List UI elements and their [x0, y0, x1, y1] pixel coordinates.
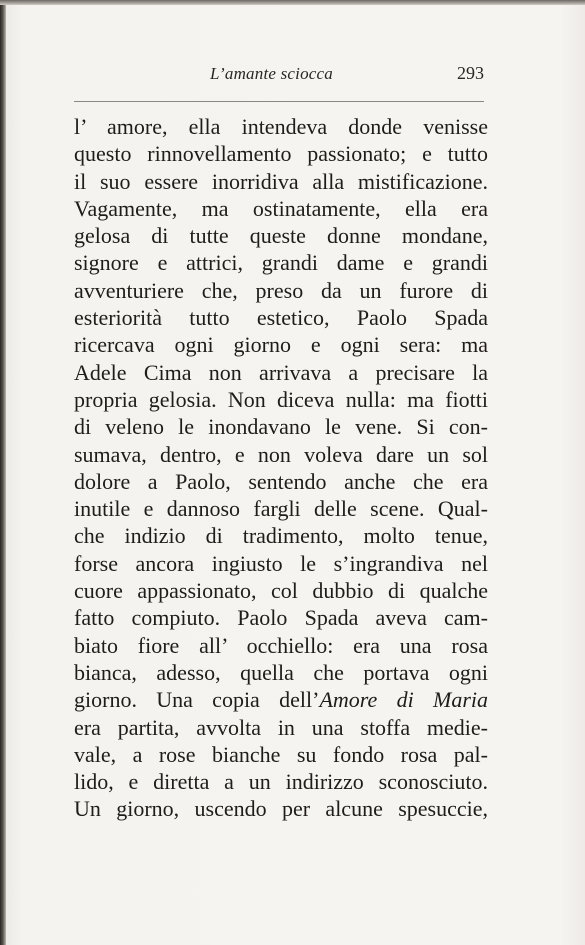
- text-line: dolore a Paolo, sentendo anche che era: [74, 468, 488, 494]
- text-line: gelosa di tutte queste donne mondane,: [74, 223, 488, 249]
- text-line: di veleno le inondavano le vene. Si con-: [74, 414, 488, 440]
- page-number: 293: [457, 63, 484, 83]
- text-line: il suo essere inorridiva alla mistificazione.: [74, 168, 488, 194]
- text-line: avventuriere che, preso da un furore di: [74, 277, 488, 303]
- text-line: forse ancora ingiusto le s’ingrandiva nel: [74, 550, 488, 576]
- text-line-with-title: [74, 686, 488, 713]
- text-line: sumava, dentro, e non voleva dare un sol: [74, 441, 488, 467]
- text-line: biato fiore all’ occhiello: era una rosa: [74, 632, 488, 658]
- text-line: bianca, adesso, quella che portava ogni: [74, 659, 488, 685]
- text-line: l’ amore, ella intendeva donde venisse: [74, 114, 488, 139]
- header-rule: [74, 101, 484, 102]
- text-line: fatto compiuto. Paolo Spada aveva cam-: [74, 605, 488, 631]
- text-line: cuore appassionato, col dubbio di qualche: [74, 578, 488, 604]
- text-line: che indizio di tradimento, molto tenue,: [74, 523, 488, 549]
- text-line: questo rinnovellamento passionato; e tutto: [74, 141, 488, 167]
- text-line: vale, a rose bianche su fondo rosa pal-: [74, 741, 488, 767]
- body-text: [74, 113, 488, 823]
- binding-edge: [0, 0, 6, 945]
- text-line: Adele Cima non arrivava a precisare la: [74, 359, 488, 385]
- text-line: propria gelosia. Non diceva nulla: ma fiotti: [74, 386, 488, 412]
- running-title: L’amante sciocca: [210, 64, 333, 83]
- text-line: ricercava ogni giorno e ogni sera: ma: [74, 332, 488, 358]
- text-line: esteriorità tutto estetico, Paolo Spada: [74, 305, 488, 331]
- text-line: inutile e dannoso fargli delle scene. Qual-: [74, 496, 488, 522]
- text-line: Un giorno, uscendo per alcune spesuccie,: [74, 796, 488, 822]
- text-line: Vagamente, ma ostinatamente, ella era: [74, 195, 488, 221]
- page-top-edge: [0, 0, 585, 5]
- text-line: signore e attrici, grandi dame e grandi: [74, 250, 488, 276]
- page-header: [74, 60, 486, 90]
- text-fragment: giorno. Una copia dell’: [74, 687, 320, 713]
- text-line: era partita, avvolta in una stoffa medie-: [74, 714, 488, 740]
- book-title-italic: Amore di Maria: [319, 687, 488, 713]
- text-line: lido, e diretta a un indirizzo sconosciuto.: [74, 769, 488, 795]
